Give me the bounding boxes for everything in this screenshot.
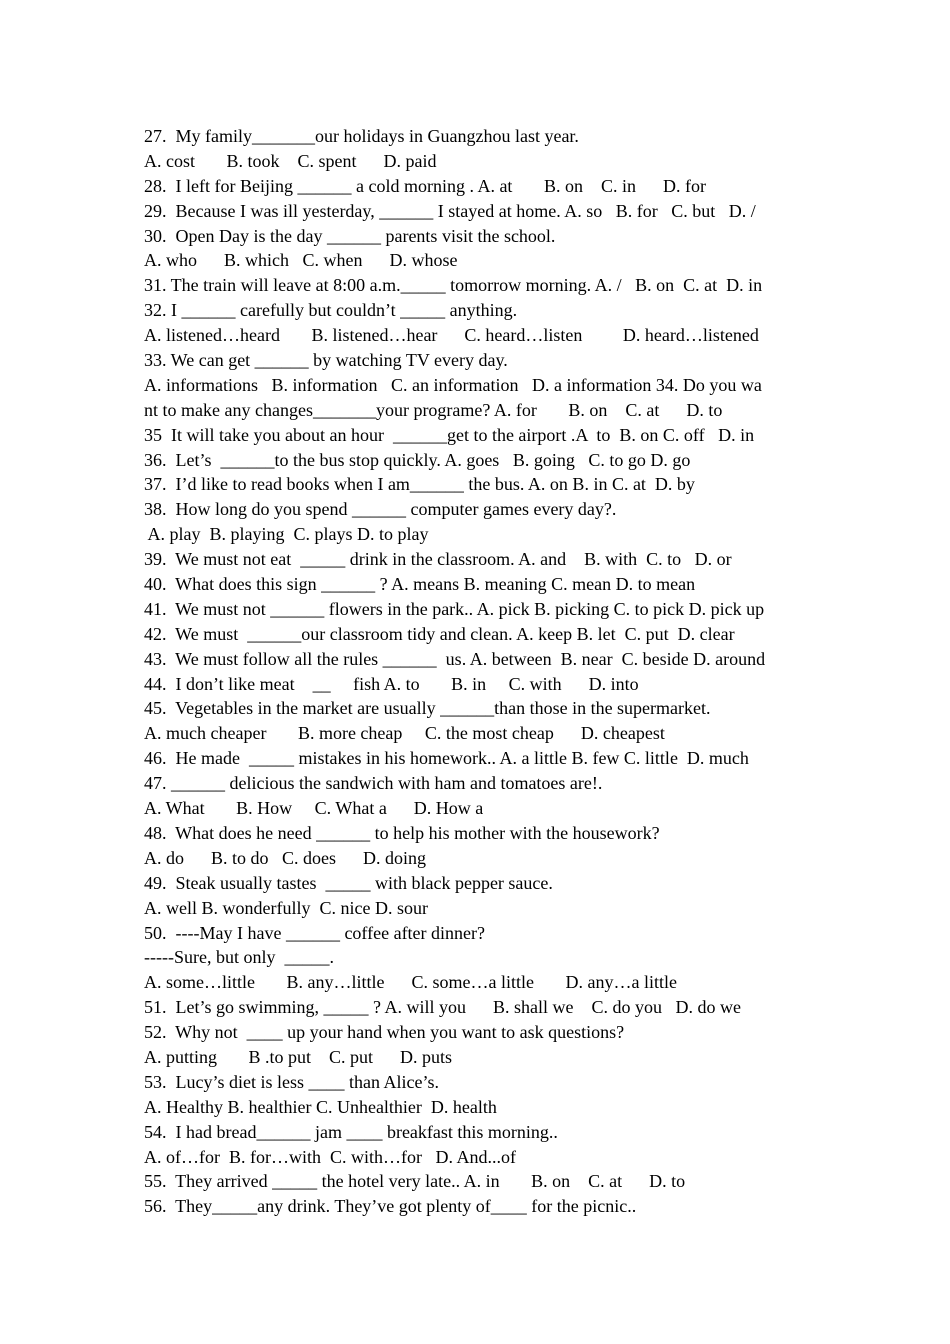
text-line: A. listened…heard B. listened…hear C. heard…listen D. heard…listened	[144, 325, 759, 346]
text-line: 44. I don’t like meat __ fish A. to B. in C. with D. into	[144, 673, 639, 694]
text-line: A. Healthy B. healthier C. Unhealthier D. health	[144, 1096, 497, 1117]
text-line: 28. I left for Beijing ______ a cold morning . A. at B. on C. in D. for	[144, 175, 706, 196]
text-line: 54. I had bread______ jam ____ breakfast this morning..	[144, 1121, 558, 1142]
text-line: 41. We must not ______ flowers in the park.. A. pick B. picking C. to pick D. pick up	[144, 598, 765, 619]
text-line: A. play B. playing C. plays D. to play	[144, 524, 429, 545]
text-line: A. cost B. took C. spent D. paid	[144, 150, 437, 171]
text-line: 35 It will take you about an hour ______get to the airport .A to B. on C. off D. in	[144, 424, 755, 445]
text-line: A. putting B .to put C. put D. puts	[144, 1046, 453, 1067]
text-line: 30. Open Day is the day ______ parents visit the school.	[144, 225, 556, 246]
text-line: 36. Let’s ______to the bus stop quickly. A. goes B. going C. to go D. go	[144, 449, 691, 470]
text-line: A. informations B. information C. an information D. a information 34. Do you wa	[144, 374, 762, 395]
text-line: 55. They arrived _____ the hotel very late.. A. in B. on C. at D. to	[144, 1171, 686, 1192]
question-list	[144, 124, 814, 1219]
text-line: 39. We must not eat _____ drink in the classroom. A. and B. with C. to D. or	[144, 549, 732, 570]
text-line: 38. How long do you spend ______ computer games every day?.	[144, 499, 617, 520]
text-line: 43. We must follow all the rules ______ us. A. between B. near C. beside D. around	[144, 648, 766, 669]
text-line: 33. We can get ______ by watching TV every day.	[144, 350, 508, 371]
text-line: 46. He made _____ mistakes in his homework.. A. a little B. few C. little D. much	[144, 748, 749, 769]
text-line: 48. What does he need ______ to help his mother with the housework?	[144, 822, 660, 843]
text-line: -----Sure, but only _____.	[144, 947, 334, 968]
text-line: A. much cheaper B. more cheap C. the most cheap D. cheapest	[144, 723, 665, 744]
text-line: A. of…for B. for…with C. with…for D. And...of	[144, 1146, 516, 1167]
text-line: 32. I ______ carefully but couldn’t _____ anything.	[144, 300, 518, 321]
text-line: 42. We must ______our classroom tidy and clean. A. keep B. let C. put D. clear	[144, 623, 735, 644]
text-line: A. do B. to do C. does D. doing	[144, 847, 427, 868]
text-line: 45. Vegetables in the market are usually ______than those in the supermarket.	[144, 698, 711, 719]
text-line: 27. My family_______our holidays in Guangzhou last year.	[144, 126, 579, 146]
text-line: nt to make any changes_______your programe? A. for B. on C. at D. to	[144, 399, 723, 420]
text-line: 51. Let’s go swimming, _____ ? A. will you B. shall we C. do you D. do we	[144, 997, 741, 1018]
text-line: 37. I’d like to read books when I am______ the bus. A. on B. in C. at D. by	[144, 474, 695, 495]
text-line: 53. Lucy’s diet is less ____ than Alice’s.	[144, 1071, 439, 1092]
text-line: 52. Why not ____ up your hand when you want to ask questions?	[144, 1022, 625, 1043]
text-line: 49. Steak usually tastes _____ with black pepper sauce.	[144, 872, 553, 893]
text-line: 50. ----May I have ______ coffee after dinner?	[144, 922, 486, 943]
text-line: A. who B. which C. when D. whose	[144, 250, 458, 271]
text-line: 56. They_____any drink. They’ve got plenty of____ for the picnic..	[144, 1196, 637, 1217]
text-line: 31. The train will leave at 8:00 a.m._____ tomorrow morning. A. / B. on C. at D. in	[144, 275, 763, 296]
text-line: 47. ______ delicious the sandwich with ham and tomatoes are!.	[144, 773, 603, 794]
text-line: 40. What does this sign ______ ? A. means B. meaning C. mean D. to mean	[144, 574, 696, 595]
text-line: A. What B. How C. What a D. How a	[144, 798, 484, 819]
text-line: 29. Because I was ill yesterday, ______ I stayed at home. A. so B. for C. but D. /	[144, 200, 756, 221]
text-line: A. some…little B. any…little C. some…a little D. any…a little	[144, 972, 677, 993]
text-line: A. well B. wonderfully C. nice D. sour	[144, 897, 428, 918]
